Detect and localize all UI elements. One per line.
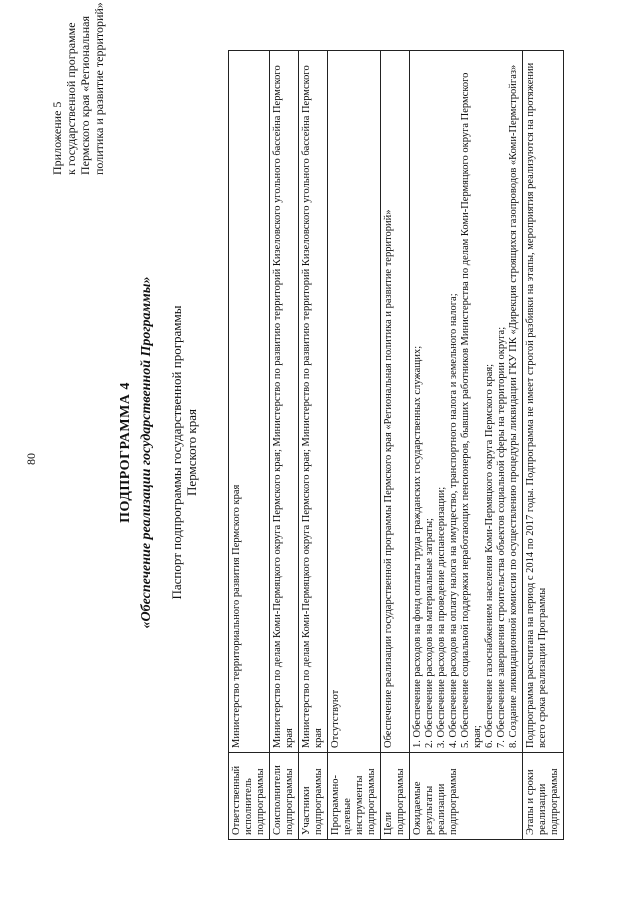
- results-list: [410, 51, 523, 753]
- row-value: Министерство по делам Коми-Пермяцкого округа Пермского края; Министерство по развитию территорий Кизеловского угольного бассейна Пермского края: [299, 51, 328, 753]
- appendix-line: Приложение 5: [50, 101, 64, 175]
- passport-table: [228, 50, 564, 840]
- table-row: [328, 51, 381, 840]
- row-label: Цели подпрограммы: [381, 753, 410, 840]
- row-label: Ожидаемые результаты реализации подпрограммы: [410, 753, 523, 840]
- table-row: [299, 51, 328, 840]
- page-number: 80: [24, 453, 38, 465]
- appendix-line: политика и развитие территорий»: [92, 2, 106, 175]
- row-label: Ответственный исполнитель подпрограммы: [229, 753, 270, 840]
- list-item: 5. Обеспечение социальной поддержки неработающих пенсионеров, бывших работников Министерства по делам Коми-Пермяцкого округа Пермского края;: [460, 72, 483, 748]
- subprogram-subtitle: «Обеспечение реализации государственной Программы»: [139, 276, 154, 629]
- row-label: Этапы и сроки реализации подпрограммы: [523, 753, 564, 840]
- list-item: 2. Обеспечение расходов на материальные затраты;: [424, 518, 435, 748]
- passport-title: [169, 0, 199, 905]
- list-item: 6. Обеспечение газоснабжением населения Коми-Пермяцкого округа Пермского края;: [484, 363, 495, 748]
- row-label: Соисполнители подпрограммы: [270, 753, 299, 840]
- appendix-line: к государственной программе: [64, 22, 78, 175]
- table-row: [523, 51, 564, 840]
- row-label: Участники подпрограммы: [299, 753, 328, 840]
- list-item: 1. Обеспечение расходов на фонд оплаты труда гражданских государственных служащих;: [412, 345, 423, 748]
- list-item: 8. Создание ликвидационной комиссии по осуществлению процедуры ликвидации ГКУ ПК «Дирекция строящихся газопроводов «Коми-Пермстройгаз»: [508, 64, 519, 748]
- table-row: [410, 51, 523, 840]
- appendix-note: [50, 0, 106, 175]
- row-value: Министерство по делам Коми-Пермяцкого округа Пермского края; Министерство по развитию территорий Кизеловского угольного бассейна Пермского края: [270, 51, 299, 753]
- list-item: 7. Обеспечение завершения строительства объектов социальной сферы на территории округа;: [496, 326, 507, 748]
- table-row: [229, 51, 270, 840]
- row-value: Обеспечение реализации государственной программы Пермского края «Региональная политика и развитие территорий»: [381, 51, 410, 753]
- list-item: 4. Обеспечение расходов на оплату налога на имущество, транспортного налога и земельного налога;: [448, 293, 459, 748]
- passport-title-line: Пермского края: [184, 409, 199, 496]
- subprogram-title: ПОДПРОГРАММА 4: [118, 382, 133, 523]
- row-label: Программно-целевые инструменты подпрограммы: [328, 753, 381, 840]
- row-value: Подпрограмма рассчитана на период с 2014 по 2017 годы. Подпрограмма не имеет строгой разбивки на этапы, мероприятия реализуются на протяжении всего срока реализации Программы: [523, 51, 564, 753]
- table-row: [270, 51, 299, 840]
- appendix-line: Пермского края «Региональная: [78, 15, 92, 175]
- row-value: Министерство территориального развития Пермского края: [229, 51, 270, 753]
- row-value: Отсутствуют: [328, 51, 381, 753]
- table-row: [381, 51, 410, 840]
- passport-title-line: Паспорт подпрограммы государственной программы: [169, 305, 184, 600]
- list-item: 3. Обеспечение расходов на проведение диспансеризации;: [436, 486, 447, 748]
